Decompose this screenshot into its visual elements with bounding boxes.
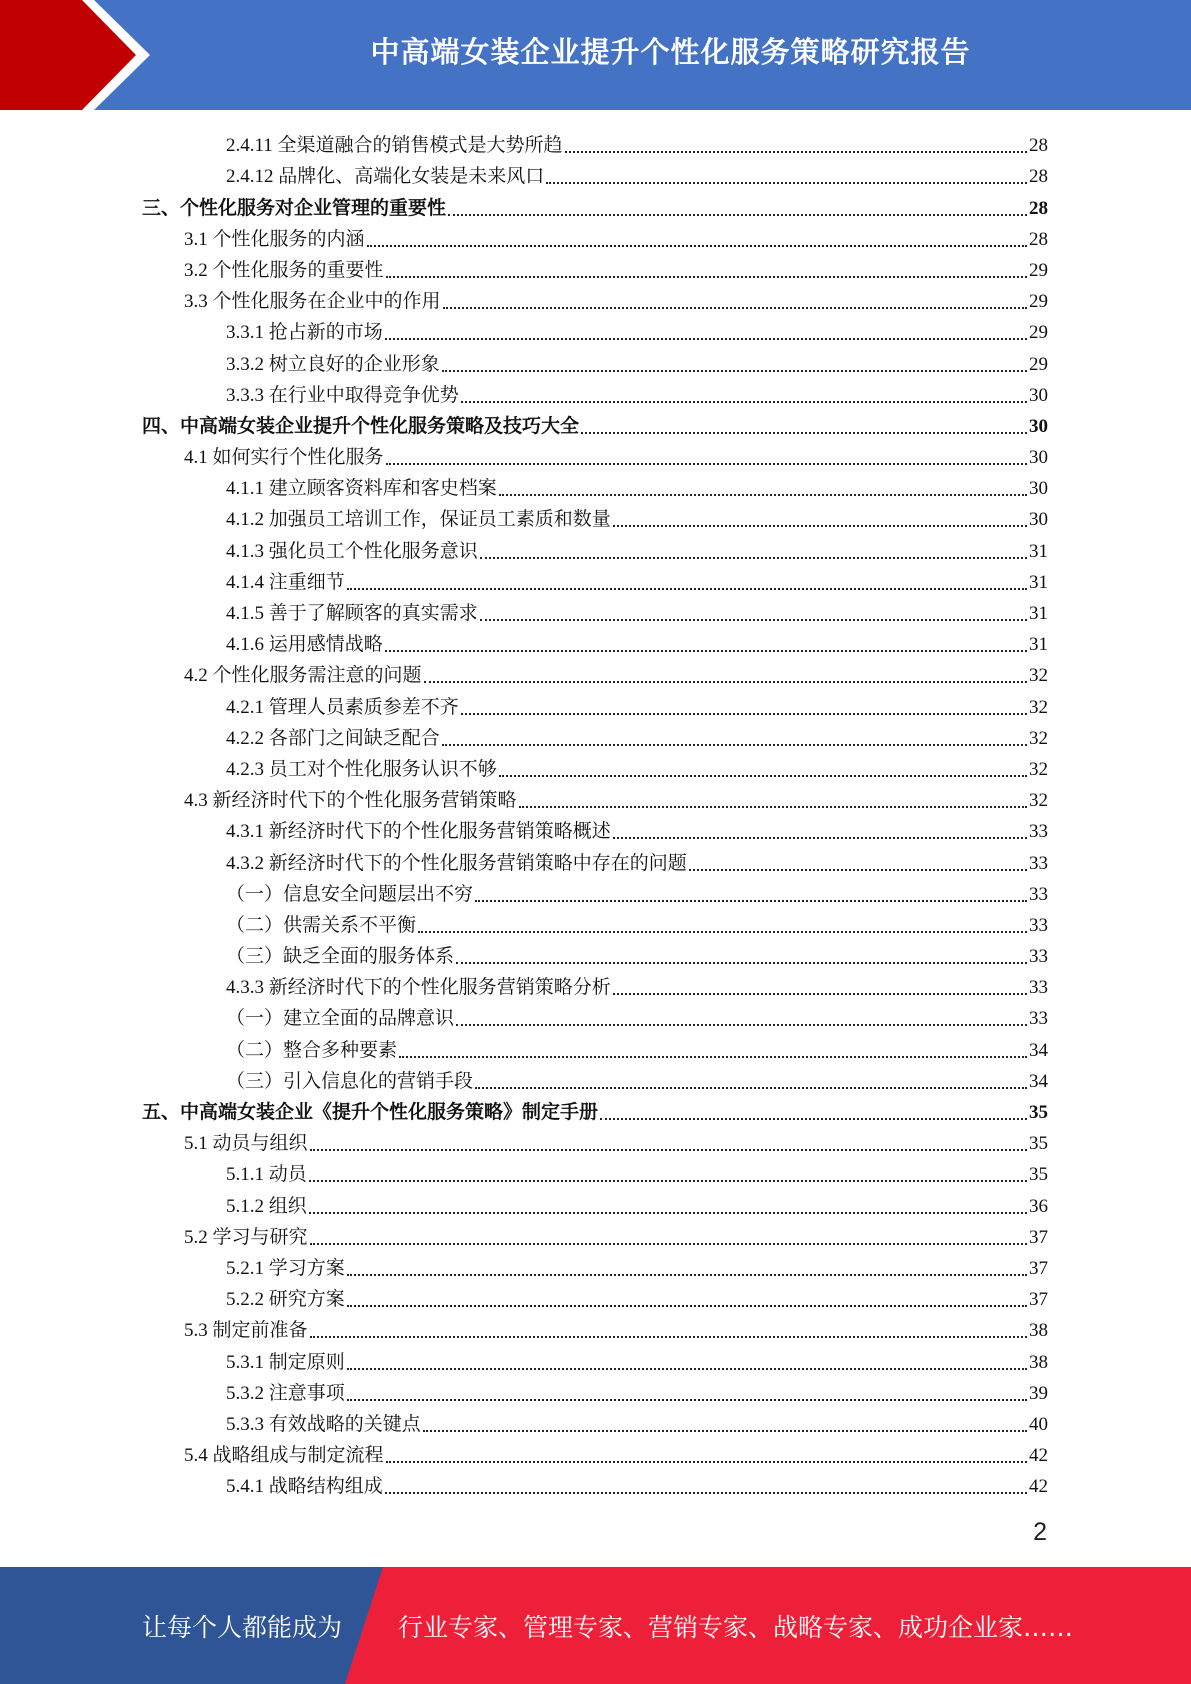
- toc-page-number: 33: [1029, 821, 1048, 843]
- toc-page-number: 33: [1029, 914, 1048, 936]
- toc-entry-title: 4.2.1 管理人员素质参差不齐: [226, 696, 459, 718]
- toc-page-number: 32: [1029, 758, 1048, 780]
- toc-page-number: 37: [1029, 1226, 1048, 1248]
- page-number: 2: [1033, 1518, 1047, 1546]
- toc-entry[interactable]: [142, 1469, 1048, 1500]
- toc-page-number: 40: [1029, 1413, 1048, 1435]
- toc-entry[interactable]: [142, 1001, 1048, 1032]
- toc-page-number: 31: [1029, 571, 1048, 593]
- toc-dot-leader: [386, 1461, 1027, 1463]
- toc-dot-leader: [546, 182, 1027, 184]
- toc-page-number: 31: [1029, 603, 1048, 624]
- toc-page-number: 32: [1029, 790, 1048, 812]
- toc-page-number: 29: [1029, 322, 1048, 344]
- toc-page-number: 36: [1029, 1195, 1048, 1217]
- toc-page-number: 32: [1029, 696, 1048, 718]
- toc-entry[interactable]: [142, 627, 1048, 658]
- toc-page-number: 34: [1029, 1070, 1048, 1092]
- toc-entry-title: 4.1.1 建立顾客资料库和客史档案: [226, 478, 497, 500]
- toc-page-number: 37: [1029, 1257, 1048, 1279]
- toc-dot-leader: [456, 962, 1027, 964]
- toc-entry-title: （二）整合多种要素: [226, 1039, 398, 1061]
- toc-page-number: 29: [1029, 259, 1048, 281]
- toc-entry[interactable]: [142, 658, 1048, 689]
- toc-entry-title: 5.3.3 有效战略的关键点: [226, 1413, 421, 1435]
- toc-dot-leader: [347, 1305, 1027, 1307]
- toc-dot-leader: [347, 588, 1027, 590]
- toc-entry[interactable]: [142, 409, 1048, 440]
- toc-entry-title: 5.3 制定前准备: [184, 1320, 308, 1342]
- toc-entry-title: 4.1.2 加强员工培训工作，保证员工素质和数量: [226, 509, 611, 531]
- toc-entry-title: 4.1.4 注重细节: [226, 571, 345, 593]
- toc-dot-leader: [456, 1024, 1027, 1026]
- toc-entry-title: （三）缺乏全面的服务体系: [226, 946, 455, 968]
- toc-entry-title: 4.1.5 善于了解顾客的真实需求: [226, 603, 478, 624]
- toc-page-number: 30: [1029, 478, 1048, 500]
- toc-entry-title: 5.2 学习与研究: [184, 1226, 308, 1248]
- toc-entry[interactable]: [142, 689, 1048, 720]
- toc-entry[interactable]: [142, 1438, 1048, 1469]
- toc-dot-leader: [475, 1087, 1027, 1089]
- toc-entry[interactable]: [142, 1313, 1048, 1344]
- toc-entry-title: 5.1.1 动员: [226, 1164, 307, 1186]
- toc-entry[interactable]: [142, 159, 1048, 190]
- toc-entry[interactable]: [142, 440, 1048, 471]
- toc-dot-leader: [347, 1368, 1027, 1370]
- toc-entry[interactable]: [142, 190, 1048, 221]
- toc-dot-leader: [519, 806, 1027, 808]
- toc-dot-leader: [309, 1212, 1027, 1214]
- toc-entry[interactable]: [142, 128, 1048, 159]
- toc-entry-title: （三）引入信息化的营销手段: [226, 1070, 474, 1092]
- toc-dot-leader: [613, 525, 1027, 527]
- toc-dot-leader: [461, 713, 1027, 715]
- toc-entry[interactable]: [142, 565, 1048, 596]
- toc-entry-title: 4.1 如何实行个性化服务: [184, 447, 384, 469]
- toc-dot-leader: [386, 463, 1027, 465]
- toc-dot-leader: [385, 1492, 1027, 1494]
- toc-entry[interactable]: [142, 1126, 1048, 1157]
- toc-dot-leader: [442, 744, 1027, 746]
- toc-page-number: 42: [1029, 1445, 1048, 1467]
- toc-entry[interactable]: [142, 1376, 1048, 1407]
- toc-entry-title: 5.1 动员与组织: [184, 1133, 308, 1155]
- toc-entry[interactable]: [142, 471, 1048, 502]
- toc-entry[interactable]: [142, 752, 1048, 783]
- toc-page-number: 31: [1029, 634, 1048, 656]
- toc-entry-title: 5.1.2 组织: [226, 1195, 307, 1217]
- toc-entry[interactable]: [142, 939, 1048, 970]
- toc-page-number: 37: [1029, 1289, 1048, 1311]
- toc-page-number: 33: [1029, 946, 1048, 968]
- toc-entry-title: 3.3.3 在行业中取得竞争优势: [226, 384, 459, 406]
- toc-entry[interactable]: [142, 253, 1048, 284]
- toc-page-number: 33: [1029, 852, 1048, 874]
- toc-entry-title: 4.2.2 各部门之间缺乏配合: [226, 727, 440, 749]
- toc-dot-leader: [475, 900, 1027, 902]
- toc-entry[interactable]: [142, 783, 1048, 814]
- toc-entry-title: 3.3 个性化服务在企业中的作用: [184, 291, 441, 313]
- toc-dot-leader: [443, 307, 1027, 309]
- toc-dot-leader: [309, 1180, 1027, 1182]
- toc-entry[interactable]: [142, 596, 1048, 627]
- toc-page-number: 28: [1029, 135, 1048, 157]
- toc-dot-leader: [442, 370, 1027, 372]
- toc-page-number: 33: [1029, 883, 1048, 905]
- toc-entry-title: 4.2.3 员工对个性化服务认识不够: [226, 758, 497, 780]
- toc-page-number: 29: [1029, 353, 1048, 375]
- toc-entry-title: 4.2 个性化服务需注意的问题: [184, 665, 422, 687]
- footer-slogan-left: 让每个人都能成为: [142, 1612, 343, 1642]
- toc-entry-title: 三、个性化服务对企业管理的重要性: [142, 197, 447, 219]
- toc-page-number: 32: [1029, 665, 1048, 687]
- report-title: 中高端女装企业提升个性化服务策略研究报告: [370, 34, 971, 69]
- toc-entry-title: 4.3 新经济时代下的个性化服务营销策略: [184, 790, 517, 812]
- toc-page-number: 31: [1029, 540, 1048, 562]
- toc-entry[interactable]: [142, 1282, 1048, 1313]
- toc-entry[interactable]: [142, 814, 1048, 845]
- toc-entry[interactable]: [142, 1407, 1048, 1438]
- toc-entry[interactable]: [142, 1344, 1048, 1375]
- toc-entry[interactable]: [142, 378, 1048, 409]
- toc-dot-leader: [499, 494, 1027, 496]
- toc-dot-leader: [613, 837, 1027, 839]
- toc-entry[interactable]: [142, 877, 1048, 908]
- toc-entry[interactable]: [142, 315, 1048, 346]
- toc-page-number: 33: [1029, 977, 1048, 999]
- toc-dot-leader: [600, 1118, 1027, 1120]
- toc-entry[interactable]: [142, 502, 1048, 533]
- toc-entry[interactable]: [142, 1220, 1048, 1251]
- toc-dot-leader: [399, 1056, 1027, 1058]
- toc-dot-leader: [461, 401, 1027, 403]
- toc-page-number: 39: [1029, 1382, 1048, 1404]
- toc-entry[interactable]: [142, 346, 1048, 377]
- toc-entry-title: 5.2.2 研究方案: [226, 1289, 345, 1311]
- toc-entry-title: （二）供需关系不平衡: [226, 914, 417, 936]
- toc-page-number: 32: [1029, 727, 1048, 749]
- toc-page-number: 30: [1029, 447, 1048, 469]
- toc-entry-title: 4.3.2 新经济时代下的个性化服务营销策略中存在的问题: [226, 852, 687, 874]
- toc-entry-title: 四、中高端女装企业提升个性化服务策略及技巧大全: [142, 415, 580, 437]
- toc-entry[interactable]: [142, 1157, 1048, 1188]
- toc-dot-leader: [386, 276, 1027, 278]
- toc-entry-title: 5.4 战略组成与制定流程: [184, 1445, 384, 1467]
- toc-entry-title: 4.3.1 新经济时代下的个性化服务营销策略概述: [226, 821, 611, 843]
- toc-entry-title: 2.4.11 全渠道融合的销售模式是大势所趋: [226, 135, 563, 157]
- toc-dot-leader: [424, 681, 1027, 683]
- toc-page-number: 30: [1029, 415, 1048, 437]
- toc-page-number: 38: [1029, 1351, 1048, 1373]
- toc-page-number: 33: [1029, 1008, 1048, 1030]
- toc-page-number: 28: [1029, 197, 1048, 219]
- toc-entry-title: 2.4.12 品牌化、高端化女装是未来风口: [226, 166, 545, 188]
- toc-dot-leader: [480, 557, 1027, 559]
- footer-banner: [0, 1567, 1191, 1684]
- toc-page-number: 42: [1029, 1476, 1048, 1498]
- toc-dot-leader: [565, 151, 1027, 153]
- footer-slogan-right: 行业专家、管理专家、营销专家、战略专家、成功企业家……: [398, 1612, 1074, 1642]
- toc-dot-leader: [347, 1274, 1027, 1276]
- toc-page-number: 34: [1029, 1039, 1048, 1061]
- toc-entry[interactable]: [142, 222, 1048, 253]
- toc-entry[interactable]: [142, 1188, 1048, 1219]
- toc-dot-leader: [480, 619, 1027, 621]
- toc-entry-title: 3.2 个性化服务的重要性: [184, 259, 384, 281]
- toc-dot-leader: [310, 1149, 1027, 1151]
- toc-dot-leader: [689, 869, 1027, 871]
- toc-dot-leader: [367, 245, 1027, 247]
- toc-entry[interactable]: [142, 1095, 1048, 1126]
- toc-dot-leader: [613, 993, 1027, 995]
- toc-entry-title: 4.1.6 运用感情战略: [226, 634, 383, 656]
- toc-entry[interactable]: [142, 1064, 1048, 1095]
- toc-entry[interactable]: [142, 970, 1048, 1001]
- toc-entry-title: 5.4.1 战略结构组成: [226, 1476, 383, 1498]
- toc-entry-title: （一）建立全面的品牌意识: [226, 1008, 455, 1030]
- toc-entry[interactable]: [142, 721, 1048, 752]
- toc-entry-title: 3.3.2 树立良好的企业形象: [226, 353, 440, 375]
- toc-dot-leader: [310, 1243, 1027, 1245]
- toc-dot-leader: [385, 650, 1027, 652]
- toc-entry-title: 5.3.2 注意事项: [226, 1382, 345, 1404]
- toc-page-number: 38: [1029, 1320, 1048, 1342]
- toc-dot-leader: [347, 1399, 1027, 1401]
- toc-dot-leader: [423, 1430, 1027, 1432]
- header-banner: [0, 0, 1191, 110]
- toc-entry-title: （一）信息安全问题层出不穷: [226, 883, 474, 905]
- toc-entry[interactable]: [142, 845, 1048, 876]
- toc-page-number: 29: [1029, 291, 1048, 313]
- toc-page-number: 35: [1029, 1164, 1048, 1186]
- toc-page-number: 35: [1029, 1102, 1048, 1123]
- toc-dot-leader: [418, 931, 1027, 933]
- toc-entry-title: 3.1 个性化服务的内涵: [184, 228, 365, 250]
- toc-dot-leader: [499, 775, 1027, 777]
- header-arrow-decoration: [0, 0, 150, 110]
- toc-entry-title: 4.3.3 新经济时代下的个性化服务营销策略分析: [226, 977, 611, 999]
- toc-entry[interactable]: [142, 1032, 1048, 1063]
- toc-entry[interactable]: [142, 908, 1048, 939]
- toc-entry[interactable]: [142, 533, 1048, 564]
- toc-dot-leader: [581, 432, 1027, 434]
- toc-page-number: 30: [1029, 384, 1048, 406]
- toc-entry-title: 5.3.1 制定原则: [226, 1351, 345, 1373]
- toc-page-number: 30: [1029, 509, 1048, 531]
- toc-entry[interactable]: [142, 284, 1048, 315]
- toc-page-number: 28: [1029, 166, 1048, 188]
- toc-page-number: 35: [1029, 1133, 1048, 1155]
- table-of-contents: [142, 128, 1048, 1500]
- toc-dot-leader: [385, 338, 1027, 340]
- toc-entry-title: 4.1.3 强化员工个性化服务意识: [226, 540, 478, 562]
- toc-entry-title: 5.2.1 学习方案: [226, 1257, 345, 1279]
- toc-page-number: 28: [1029, 228, 1048, 250]
- toc-entry[interactable]: [142, 1251, 1048, 1282]
- toc-dot-leader: [448, 214, 1027, 216]
- toc-dot-leader: [310, 1336, 1027, 1338]
- toc-entry-title: 五、中高端女装企业《提升个性化服务策略》制定手册: [142, 1102, 599, 1123]
- toc-entry-title: 3.3.1 抢占新的市场: [226, 322, 383, 344]
